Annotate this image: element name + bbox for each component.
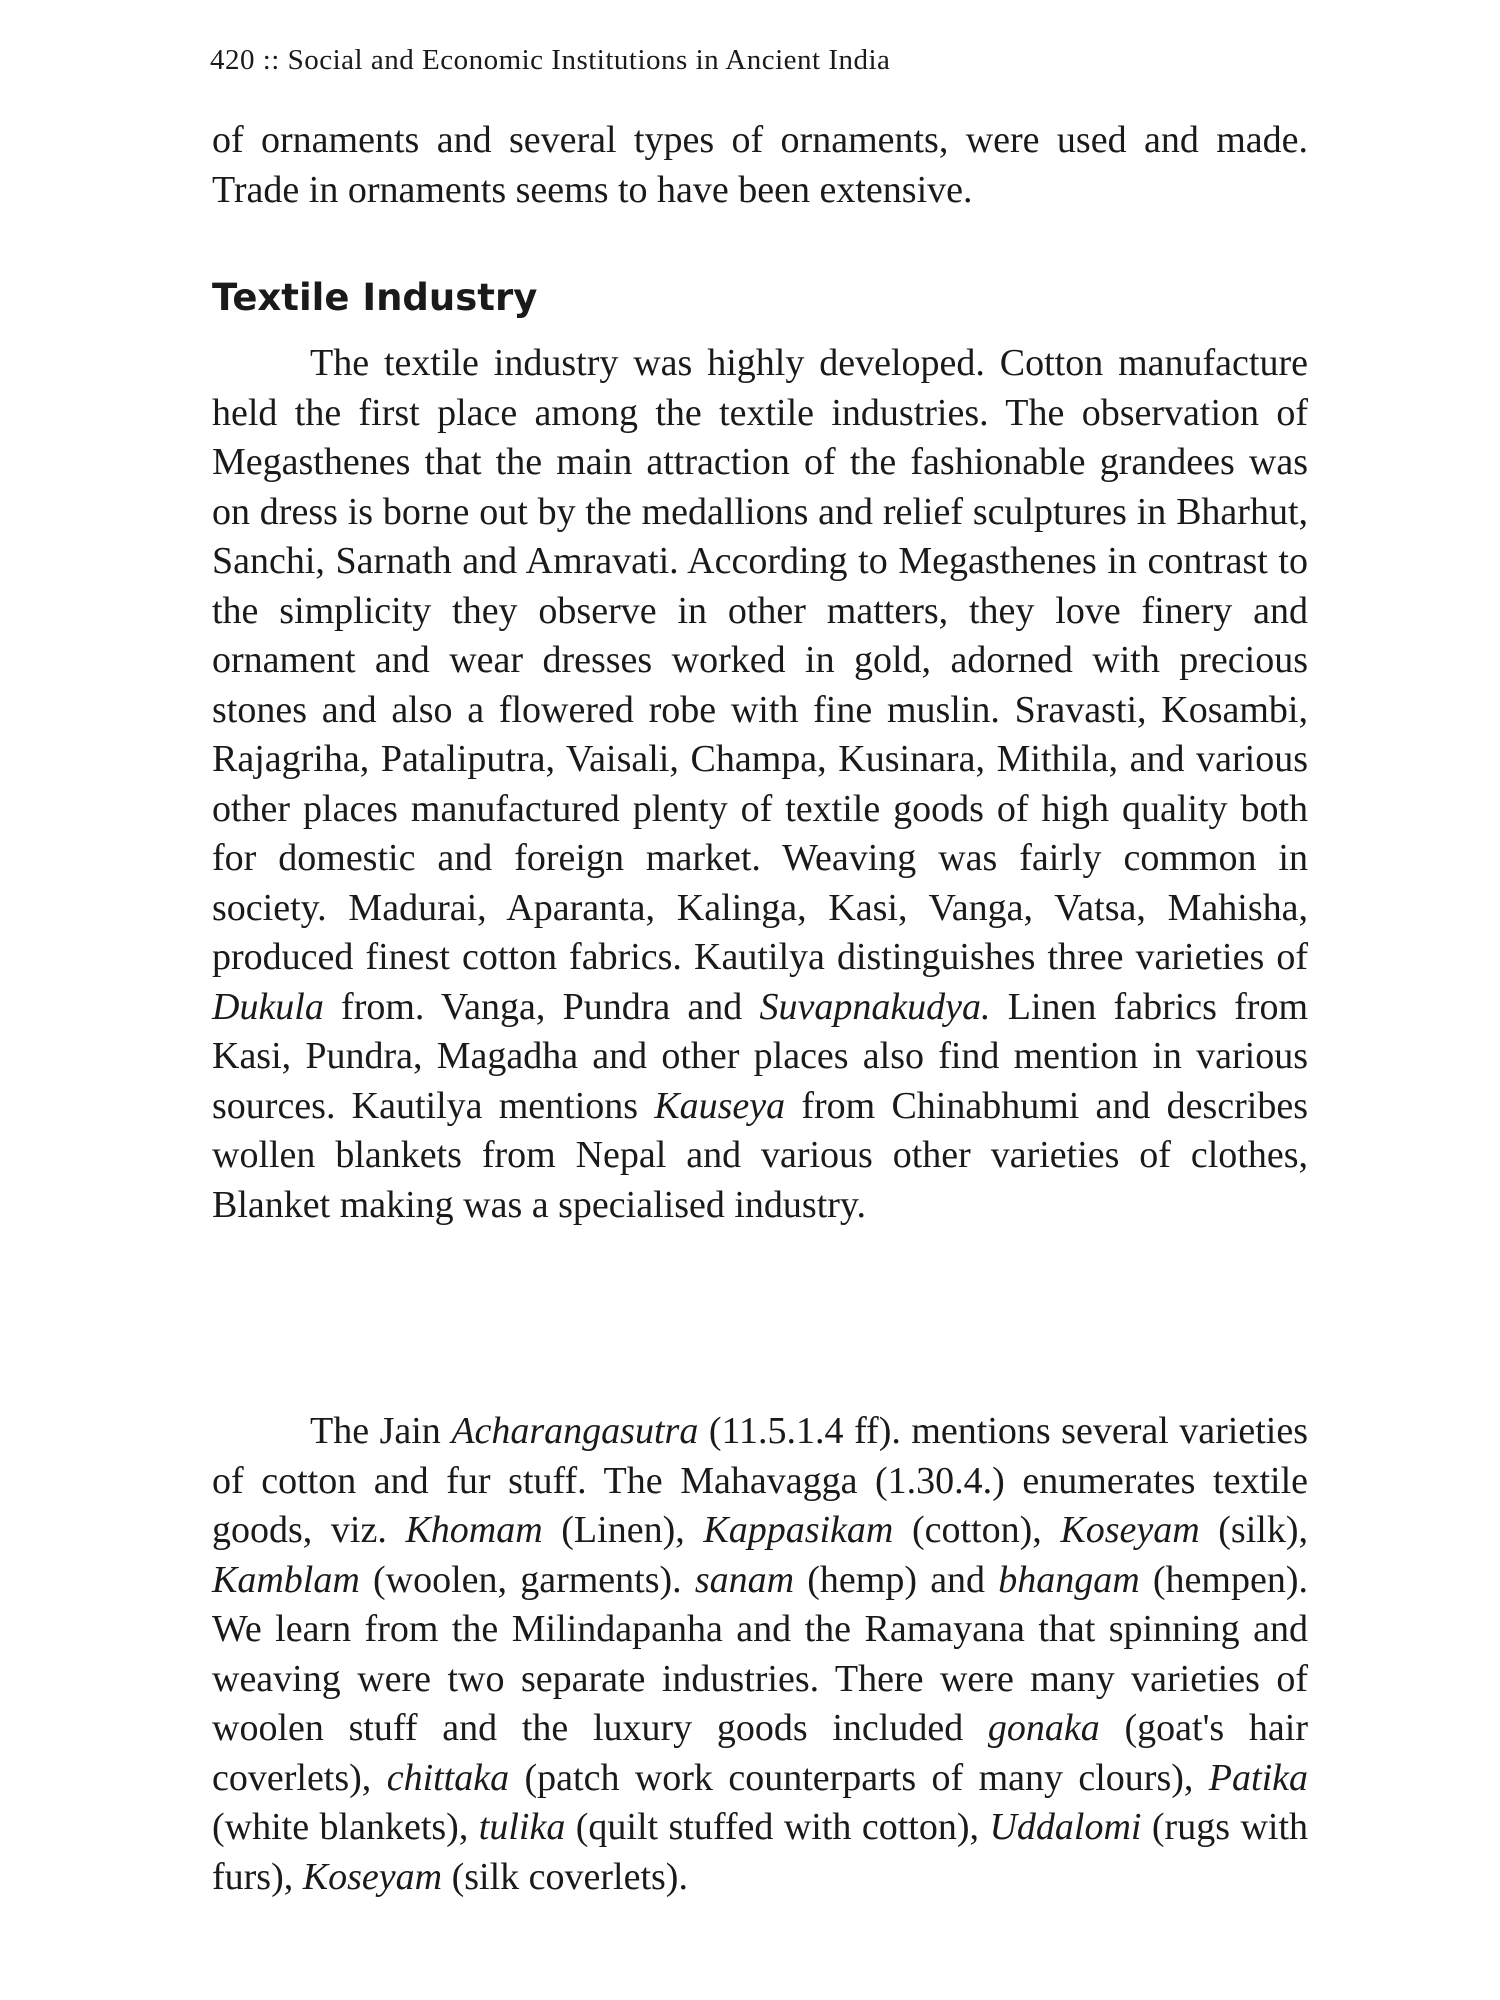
paragraph-text (212, 339, 1308, 1230)
paragraph-textile-varieties (212, 1407, 1308, 1902)
paragraph-text (212, 1407, 1308, 1902)
text-run: The textile industry was highly developed. Cotton manufacture held the first place among the textile industries. The observation of Megasthenes that the main attraction of the fashionable grandees was on dress is borne out by the medallions and relief sculptures in Bharhut, Sanchi, Sarnath and Amravati. According to Megasthenes in contrast to the simplicity they observe in other matters, they love finery and ornament and wear dresses worked in gold, adorned with precious stones and also a flowered robe with fine muslin. Sravasti, Kosambi, Rajagriha, Pataliputra, Vaisali, Champa, Kusinara, Mithila, and various other places manufactured plenty of textile goods of high quality both for domestic and foreign market. Weaving was fairly common in society. Madurai, Aparanta, Kalinga, Kasi, Vanga, Vatsa, Mahisha, produced finest cotton fabrics. Kautilya distinguishes three varieties of (212, 342, 1308, 978)
opening-paragraph-text: of ornaments and several types of ornaments, were used and made. Trade in ornaments seems to have been extensive. (212, 119, 1308, 211)
page-number: 420 (210, 44, 255, 76)
text-run: (patch work counterparts of many clours), (509, 1756, 1209, 1799)
term-sanam: sanam (694, 1558, 795, 1601)
text-run: (hemp) and (794, 1558, 999, 1601)
text-run: (woolen, garments). (359, 1558, 695, 1601)
term-khomam: Khomam (405, 1509, 543, 1551)
term-kappasikam: Kappasikam (703, 1509, 894, 1551)
opening-paragraph (212, 116, 1308, 215)
running-header (210, 44, 1310, 77)
text-run: Linen fabrics from Kasi, Pundra, Magadha and other places also find mention in various sources. Kautilya mentions (212, 985, 1308, 1127)
term-acharangasutra: Acharangasutra (451, 1410, 699, 1452)
header-separator: :: (262, 44, 280, 76)
term-koseyam: Koseyam (1060, 1509, 1200, 1551)
text-run: (Linen), (542, 1509, 704, 1551)
term-dukula: Dukula (212, 985, 324, 1028)
term-patika: Patika (1208, 1756, 1308, 1799)
text-run: (silk), (1199, 1509, 1308, 1551)
text-run: (hempen). We learn from the Milindapanha and the Ramayana that spinning and weaving were two separate industries. There were many varieties of woolen stuff and the luxury goods included (212, 1558, 1308, 1749)
text-run: (white blankets), (212, 1806, 479, 1848)
term-kamblam: Kamblam (212, 1558, 360, 1601)
term-tulika: tulika (478, 1806, 566, 1848)
text-run: (rugs with furs), (212, 1806, 1309, 1898)
text-run: The Jain (310, 1410, 452, 1452)
text-run: (11.5.1.4 ff). mentions several varieties of cotton and fur stuff. The Mahavagga (1.30.4.) enumerates textile goods, viz. (212, 1410, 1308, 1551)
term-koseyam-coverlets: Koseyam (302, 1855, 443, 1898)
paragraph-textile-overview (212, 339, 1308, 1230)
text-run: (goat's hair coverlets), (212, 1707, 1308, 1799)
text-run: from Chinabhumi and describes wollen blankets from Nepal and various other varieties of clothes, Blanket making was a specialised industry. (212, 1084, 1308, 1226)
term-suvapnakudya: Suvapnakudya. (759, 985, 991, 1028)
term-chittaka: chittaka (386, 1756, 510, 1799)
text-run: (silk coverlets). (442, 1855, 688, 1898)
term-gonaka: gonaka (987, 1707, 1100, 1749)
term-kauseya: Kauseya (654, 1084, 786, 1127)
book-title: Social and Economic Institutions in Ancient India (287, 44, 891, 76)
text-run: (quilt stuffed with cotton), (565, 1806, 990, 1848)
term-bhangam: bhangam (998, 1558, 1140, 1601)
section-heading: Textile Industry (212, 276, 538, 319)
term-uddalomi: Uddalomi (989, 1806, 1142, 1848)
text-run: from. Vanga, Pundra and (323, 985, 760, 1028)
text-run: (cotton), (893, 1509, 1061, 1551)
